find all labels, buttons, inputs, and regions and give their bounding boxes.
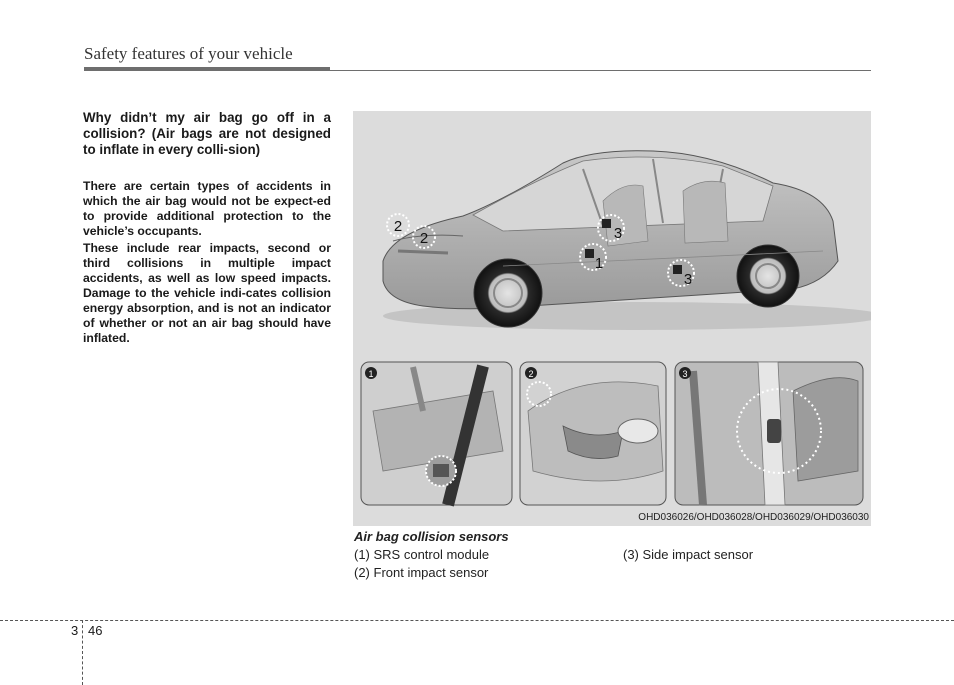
callout-label: 3 — [683, 271, 693, 288]
callout-label: 1 — [594, 255, 604, 272]
car-illustration — [383, 151, 871, 330]
paragraph-2: These include rear impacts, second or third collisions in multiple impact accidents, as well as low speed impacts. Damage to the vehicle indi-cates collision energy absorption, and is not an indicator of whether or not an air bag should have inflated. — [83, 241, 331, 345]
figure-illustration — [353, 111, 871, 511]
figure-code: OHD036026/OHD036028/OHD036029/OHD036030 — [638, 512, 869, 523]
page-number: 46 — [88, 623, 103, 638]
inset-front-sensor — [520, 362, 666, 505]
airbag-sensor-figure — [353, 111, 871, 526]
caption-item-side-sensor: (3) Side impact sensor — [623, 547, 754, 562]
footer-vertical-divider — [82, 620, 83, 685]
callout-label: 2 — [393, 218, 403, 235]
section-header-title: Safety features of your vehicle — [84, 44, 293, 63]
chapter-number: 3 — [71, 623, 79, 638]
inset-number: 3 — [682, 369, 688, 379]
inset-side-sensor — [675, 362, 863, 505]
callout-label: 3 — [613, 225, 623, 242]
header-rule — [330, 70, 871, 71]
header-accent-bar — [84, 67, 330, 71]
inset-number: 2 — [528, 369, 534, 379]
footer-divider — [0, 620, 954, 621]
question-heading: Why didn’t my air bag go off in a collision? (Air bags are not designed to inflate in every colli-sion) — [83, 110, 331, 157]
callout-label: 2 — [419, 230, 429, 247]
caption-item-front-sensor: (2) Front impact sensor — [354, 565, 489, 580]
paragraph-1: There are certain types of accidents in which the air bag would not be expect-ed to provide additional protection to the vehicle’s occupants. — [83, 179, 331, 238]
inset-srs-module — [361, 362, 512, 505]
caption-item-srs-module: (1) SRS control module — [354, 547, 490, 562]
caption-title: Air bag collision sensors — [354, 529, 509, 544]
inset-number: 1 — [368, 369, 374, 379]
callout-front-sensor-1 — [387, 214, 409, 236]
